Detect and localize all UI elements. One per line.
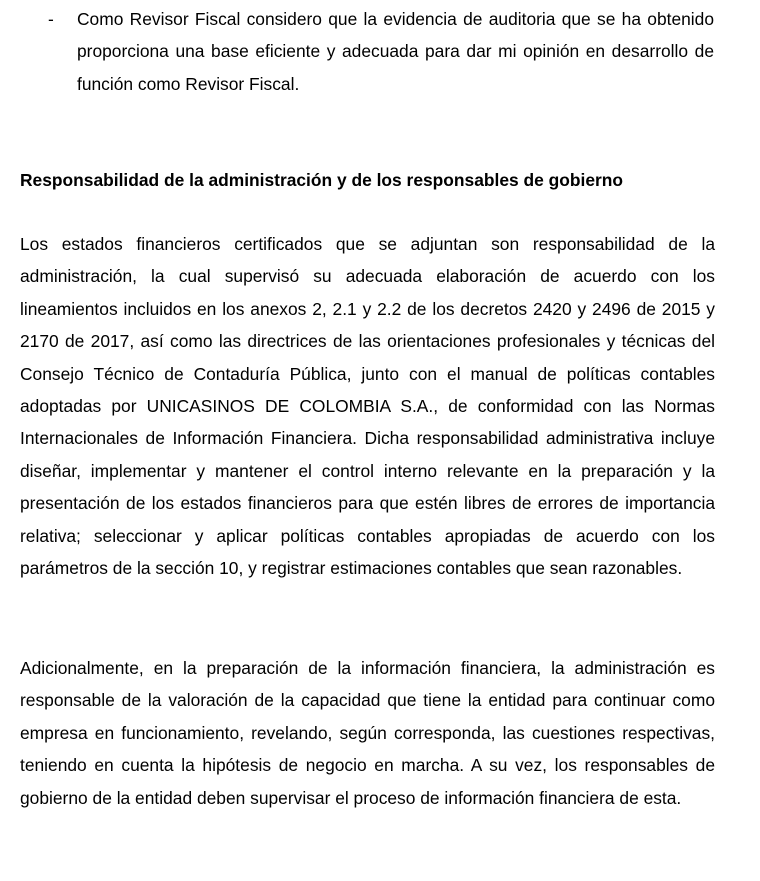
bullet-marker: - (48, 9, 54, 29)
bullet-text: Como Revisor Fiscal considero que la evidencia de auditoria que se ha obtenido proporciona una base eficiente y adecuada para dar mi opinión en desarrollo de función como Revisor Fiscal. (77, 9, 714, 94)
paragraph-responsibility (20, 228, 715, 584)
paragraph-text: Adicionalmente, en la preparación de la información financiera, la administración es responsable de la valoración de la capacidad que tiene la entidad para continuar como empresa en funcionamiento, revelando, según corresponda, las cuestiones respectivas, teniendo en cuenta la hipótesis de negocio en marcha. A su vez, los responsables de gobierno de la entidad deben supervisar el proceso de información financiera de esta. (20, 658, 715, 808)
section-heading: Responsabilidad de la administración y de los responsables de gobierno (20, 170, 624, 190)
paragraph-text: Los estados financieros certificados que se adjuntan son responsabilidad de la administración, la cual supervisó su adecuada elaboración de acuerdo con los lineamientos incluidos en los anexos 2, 2.1 y 2.2 de los decretos 2420 y 2496 de 2015 y 2170 de 2017, así como las directrices de las orientaciones profesionales y técnicas del Consejo Técnico de Contaduría Pública, junto con el manual de políticas contables adoptadas por UNICASINOS DE COLOMBIA S.A., de conformidad con las Normas Internacionales de Información Financiera. Dicha responsabilidad administrativa incluye diseñar, implementar y mantener el control interno relevante en la preparación y la presentación de los estados financieros para que estén libres de errores de importancia relativa; seleccionar y aplicar políticas contables apropiadas de acuerdo con los parámetros de la sección 10, y registrar estimaciones contables que sean razonables. (20, 234, 715, 579)
paragraph-additional (20, 652, 715, 814)
bullet-item (48, 3, 714, 100)
